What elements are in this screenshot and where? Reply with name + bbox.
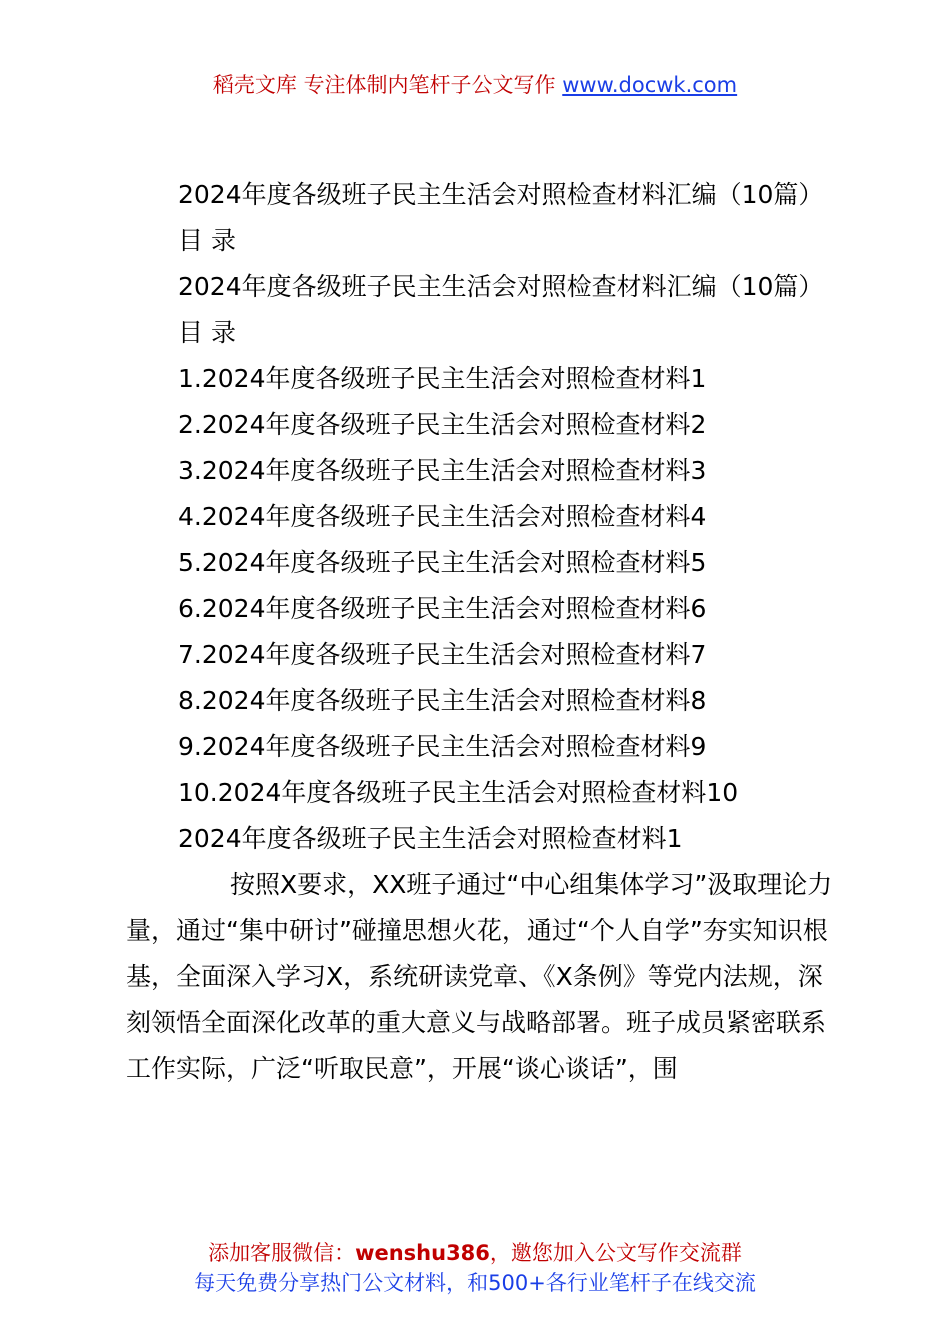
toc-item[interactable]: 3.2024年度各级班子民主生活会对照检查材料3 xyxy=(178,456,707,485)
toc-heading: 目 录 xyxy=(178,226,236,255)
toc-item[interactable]: 8.2024年度各级班子民主生活会对照检查材料8 xyxy=(178,686,707,715)
page-header xyxy=(0,70,950,100)
toc-item[interactable]: 10.2024年度各级班子民主生活会对照检查材料10 xyxy=(178,778,739,807)
toc-item[interactable]: 2.2024年度各级班子民主生活会对照检查材料2 xyxy=(178,410,707,439)
page-footer xyxy=(0,1238,950,1298)
site-url-link[interactable]: www.docwk.com xyxy=(562,73,738,97)
wechat-id: wenshu386 xyxy=(355,1241,490,1265)
section-title: 2024年度各级班子民主生活会对照检查材料1 xyxy=(178,824,683,853)
document-body xyxy=(126,172,836,1092)
footer-promo-line: 每天免费分享热门公文材料，和500+各行业笔杆子在线交流 xyxy=(194,1271,756,1295)
doc-title: 2024年度各级班子民主生活会对照检查材料汇编（10篇） xyxy=(178,180,824,209)
toc-item[interactable]: 4.2024年度各级班子民主生活会对照检查材料4 xyxy=(178,502,707,531)
toc-item[interactable]: 1.2024年度各级班子民主生活会对照检查材料1 xyxy=(178,364,707,393)
site-name: 稻壳文库 xyxy=(212,73,297,97)
toc-item[interactable]: 7.2024年度各级班子民主生活会对照检查材料7 xyxy=(178,640,707,669)
site-tagline: 专注体制内笔杆子公文写作 xyxy=(303,73,556,97)
toc-heading-repeat: 目 录 xyxy=(178,318,236,347)
footer-contact-suffix: ，邀您加入公文写作交流群 xyxy=(489,1241,742,1265)
toc-item[interactable]: 5.2024年度各级班子民主生活会对照检查材料5 xyxy=(178,548,707,577)
toc-item[interactable]: 6.2024年度各级班子民主生活会对照检查材料6 xyxy=(178,594,707,623)
footer-contact-line xyxy=(0,1238,950,1268)
footer-contact-prefix: 添加客服微信： xyxy=(208,1241,356,1265)
body-paragraph: 按照X要求，XX班子通过“中心组集体学习”汲取理论力量，通过“集中研讨”碰撞思想火花，通过“个人自学”夯实知识根基，全面深入学习X，系统研读党章、《X条例》等党内法规，深刻领悟全面深化改革的重大意义与战略部署。班子成员紧密联系工作实际，广泛“听取民意”，开展“谈心谈话”，围 xyxy=(126,870,833,1083)
toc-item[interactable]: 9.2024年度各级班子民主生活会对照检查材料9 xyxy=(178,732,707,761)
doc-title-repeat: 2024年度各级班子民主生活会对照检查材料汇编（10篇） xyxy=(178,272,824,301)
